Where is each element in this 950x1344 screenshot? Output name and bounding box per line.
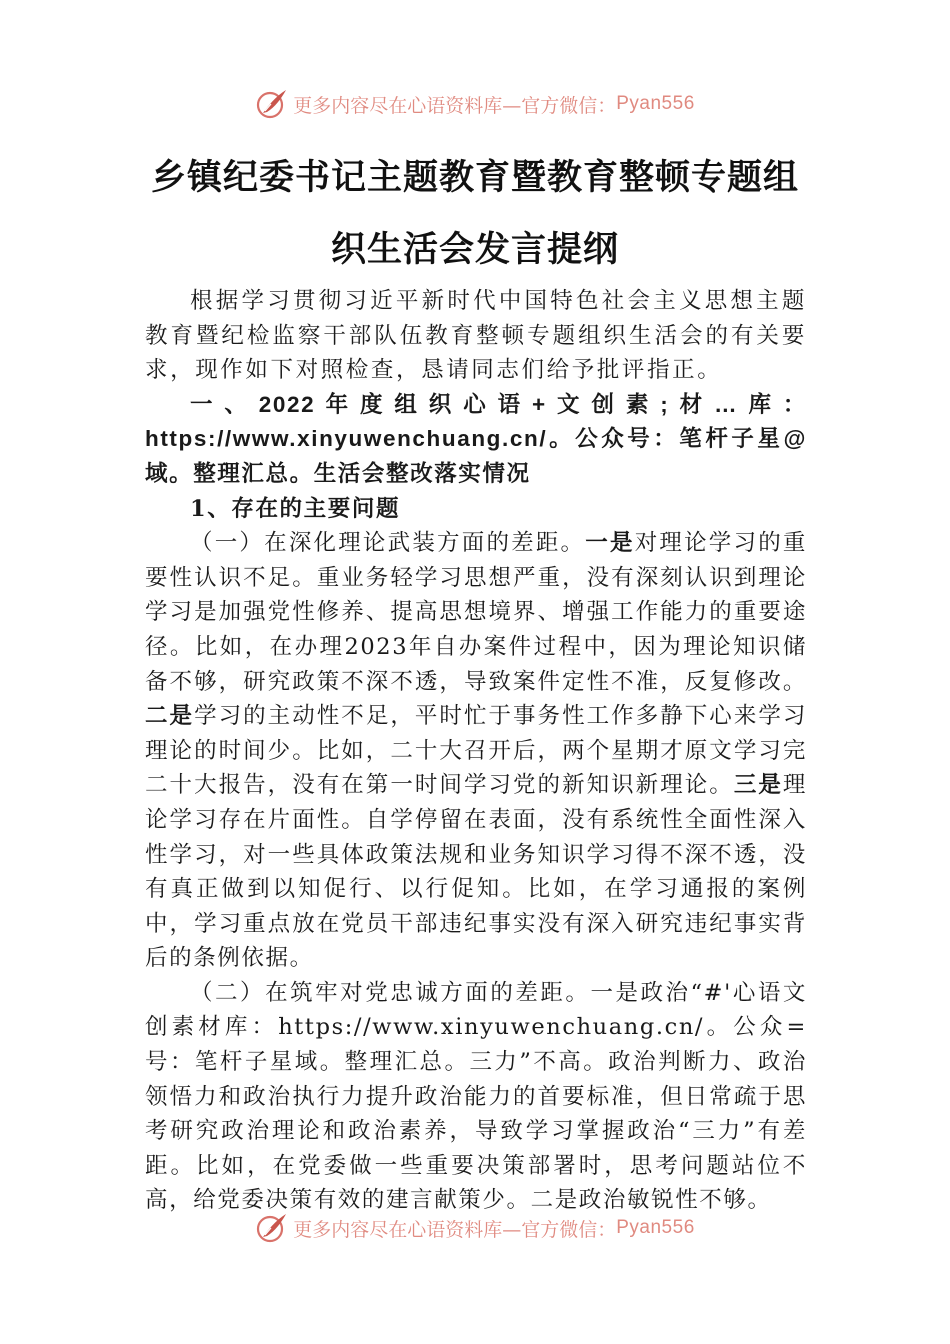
p1-marker-3: 三是 — [733, 772, 783, 799]
footer-watermark-text: 更多内容尽在心语资料库—官方微信： — [293, 1218, 617, 1241]
section1-heading: 一、2022年度组织心语+文创素;材…库：https://www.xinyuwenchuang.cn/。公众号：笔杆子星@域。整理汇总。生活会整改落实情况 — [145, 391, 807, 486]
watermark-wechat: Pyan556 — [616, 93, 695, 114]
problem-paragraph-1 — [145, 526, 807, 976]
footer-watermark — [0, 1204, 950, 1244]
p1-marker-2: 二是 — [145, 703, 195, 730]
p1-text-3: 理论学习存在片面性。自学停留在表面，没有系统性全面性深入性学习，对一些具体政策法规和业务知识学习得不深不透，没有真正做到以知促行、以行促知。比如，在学习通报的案例中，学习重点放在党员干部违纪事实没有深入研究违纪事实背后的条例依据。 — [145, 772, 808, 972]
footer-watermark-wechat: Pyan556 — [616, 1217, 695, 1238]
p1-marker-1: 一是 — [585, 530, 635, 557]
watermark-text: 更多内容尽在心语资料库—官方微信： — [293, 94, 617, 117]
quill-logo-icon — [255, 1211, 289, 1244]
quill-logo-icon — [255, 87, 289, 121]
document-title-line2: 织生活会发言提纲 — [330, 229, 619, 270]
p1-lead: （一）在深化理论武装方面的差距。 — [190, 530, 586, 557]
intro-paragraph: 根据学习贯彻习近平新时代中国特色社会主义思想主题教育暨纪检监察干部队伍教育整顿专题组织生活会的有关要求，现作如下对照检查，恳请同志们给予批评指正。 — [145, 288, 807, 384]
document-title-line1: 乡镇纪委书记主题教育暨教育整顿专题组 — [150, 157, 799, 198]
header-watermark — [0, 84, 950, 124]
document-body — [145, 284, 807, 1218]
problem-paragraph-2: （二）在筑牢对党忠诚方面的差距。一是政治“#'心语文创素材库：https://www.xinyuwenchuang.cn/。公众=号：笔杆子星域。整理汇总。三力”不高。政治判断力、政治领悟力和政治执行力提升政治能力的首要标准，但日常疏于思考研究政治理论和政治素养，导致学习掌握政治“三力”有差距。比如，在党委做一些重要决策部署时，思考问题站位不高，给党委决策有效的建言献策少。二是政治敏锐性不够。 — [145, 979, 807, 1214]
p1-text-2: 学习的主动性不足，平时忙于事务性工作多静下心来学习理论的时间少。比如，二十大召开后，两个星期才原文学习完二十大报告，没有在第一时间学习党的新知识新理论。 — [145, 703, 807, 799]
subsection1-heading: 1、存在的主要问题 — [190, 495, 401, 522]
p1-text-1: 对理论学习的重要性认识不足。重业务轻学习思想严重，没有深刻认识到理论学习是加强党性修养、提高思想境界、增强工作能力的重要途径。比如，在办理2023年自办案件过程中，因为理论知识储备不够，研究政策不深不透，导致案件定性不准，反复修改。 — [145, 530, 808, 695]
